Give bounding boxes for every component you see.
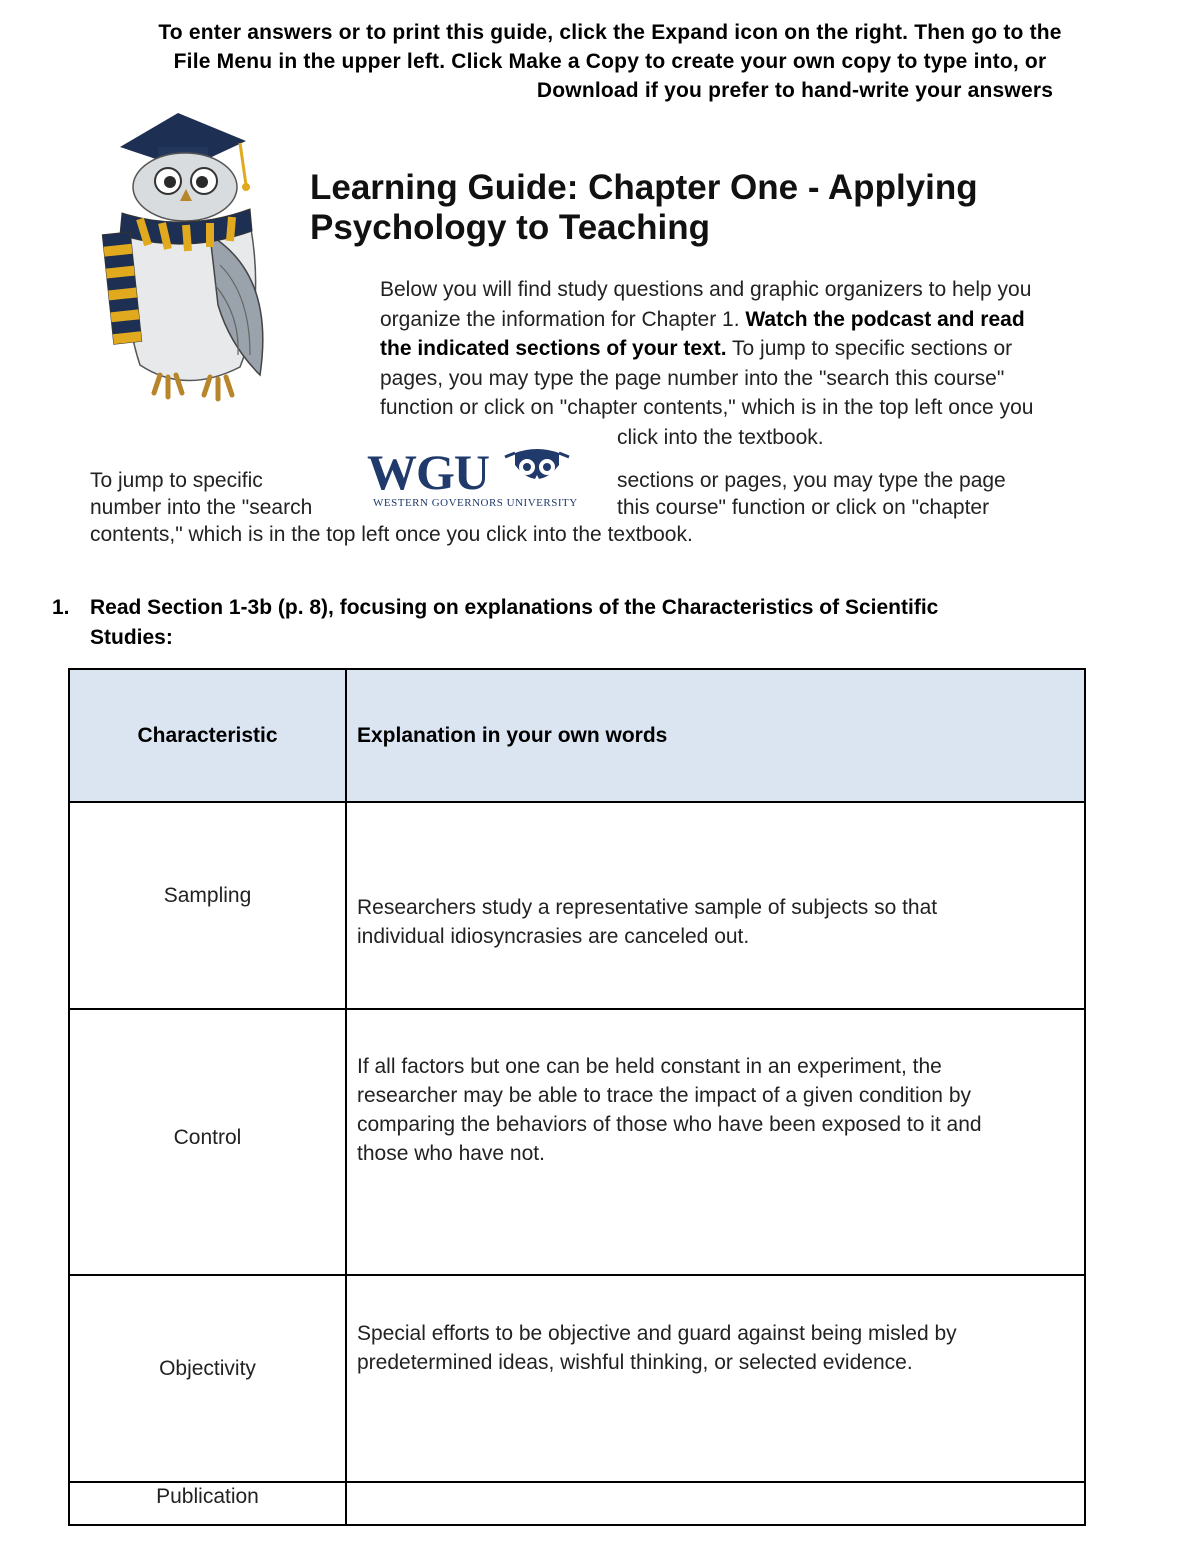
question-line-2: Studies: bbox=[90, 626, 173, 649]
explanation-cell-empty[interactable] bbox=[346, 1482, 1085, 1525]
question-line-1: Read Section 1-3b (p. 8), focusing on explanations of the Characteristics of Scientific bbox=[90, 596, 939, 619]
jump-text-right bbox=[617, 467, 1006, 521]
table-row bbox=[69, 802, 1085, 1009]
wgu-subtitle: WESTERN GOVERNORS UNIVERSITY bbox=[373, 497, 578, 509]
explanation-line: predetermined ideas, wishful thinking, or selected evidence. bbox=[357, 1351, 913, 1374]
intro-line-4: pages, you may type the page number into the "search this course" bbox=[380, 366, 1005, 390]
intro-line-3-plain: To jump to specific sections or bbox=[726, 337, 1013, 360]
characteristic-label: Objectivity bbox=[159, 1357, 256, 1380]
title-line-2: Psychology to Teaching bbox=[310, 208, 710, 247]
page-title bbox=[310, 168, 978, 248]
question-1 bbox=[52, 593, 938, 653]
explanation-line: Researchers study a representative sample of subjects so that bbox=[357, 896, 938, 919]
owl-logo-icon bbox=[505, 449, 569, 483]
explanation-line: individual idiosyncrasies are canceled out. bbox=[357, 925, 750, 948]
instructions-line-1: To enter answers or to print this guide, click the Expand icon on the right. Then go to the bbox=[158, 21, 1062, 44]
characteristic-cell bbox=[69, 802, 346, 1009]
question-number: 1. bbox=[52, 596, 70, 619]
title-line-1: Learning Guide: Chapter One - Applying bbox=[310, 168, 978, 207]
header-explanation: Explanation in your own words bbox=[346, 669, 1085, 802]
intro-line-2 bbox=[380, 305, 1130, 335]
explanation-cell[interactable] bbox=[346, 802, 1085, 1009]
characteristic-cell bbox=[69, 1275, 346, 1482]
characteristic-label: Publication bbox=[156, 1485, 259, 1508]
jump-text-bottom: contents," which is in the top left once you click into the textbook. bbox=[90, 523, 693, 546]
explanation-cell[interactable] bbox=[346, 1275, 1085, 1482]
jump-right-line-1: sections or pages, you may type the page bbox=[617, 469, 1006, 492]
instructions-banner bbox=[100, 18, 1120, 105]
jump-text-left bbox=[90, 467, 312, 521]
wgu-wordmark: WGU bbox=[367, 445, 489, 500]
instructions-line-2: File Menu in the upper left. Click Make a Copy to create your own copy to type into, or bbox=[173, 50, 1047, 73]
intro-line-3 bbox=[380, 334, 1130, 364]
intro-line-6: click into the textbook. bbox=[617, 425, 824, 449]
characteristics-table bbox=[68, 668, 1086, 1526]
intro-line-3-bold: the indicated sections of your text. bbox=[380, 337, 727, 360]
table-header-row bbox=[69, 669, 1085, 802]
table-row bbox=[69, 1482, 1085, 1525]
owl-mascot-icon bbox=[100, 105, 280, 415]
characteristic-label: Sampling bbox=[163, 884, 252, 907]
jump-left-line-1: To jump to specific bbox=[90, 469, 263, 492]
characteristic-cell bbox=[69, 1009, 346, 1275]
intro-line-2-plain: organize the information for Chapter 1. bbox=[380, 307, 746, 331]
explanation-line: those who have not. bbox=[357, 1142, 545, 1165]
explanation-line: Special efforts to be objective and guard against being misled by bbox=[357, 1322, 957, 1345]
explanation-cell[interactable] bbox=[346, 1009, 1085, 1275]
explanation-line: If all factors but one can be held constant in an experiment, the bbox=[357, 1055, 942, 1078]
instructions-line-3: Download if you prefer to hand-write your answers bbox=[536, 79, 1054, 102]
jump-right-line-2: this course" function or click on "chapter bbox=[617, 496, 990, 519]
table-row bbox=[69, 1275, 1085, 1482]
table-row bbox=[69, 1009, 1085, 1275]
intro-line-2-bold: Watch the podcast and read bbox=[745, 307, 1025, 331]
explanation-line: researcher may be able to trace the impact of a given condition by bbox=[357, 1084, 972, 1107]
header-characteristic: Characteristic bbox=[69, 669, 346, 802]
characteristic-cell bbox=[69, 1482, 346, 1525]
intro-line-5: function or click on "chapter contents," which is in the top left once you bbox=[380, 396, 1034, 419]
jump-left-line-2: number into the "search bbox=[90, 496, 313, 519]
wgu-logo bbox=[365, 445, 590, 515]
intro-line-1: Below you will find study questions and graphic organizers to help you bbox=[380, 278, 1032, 301]
explanation-line: comparing the behaviors of those who have been exposed to it and bbox=[357, 1113, 982, 1136]
intro-paragraph bbox=[380, 275, 1130, 452]
characteristic-label: Control bbox=[173, 1125, 242, 1149]
